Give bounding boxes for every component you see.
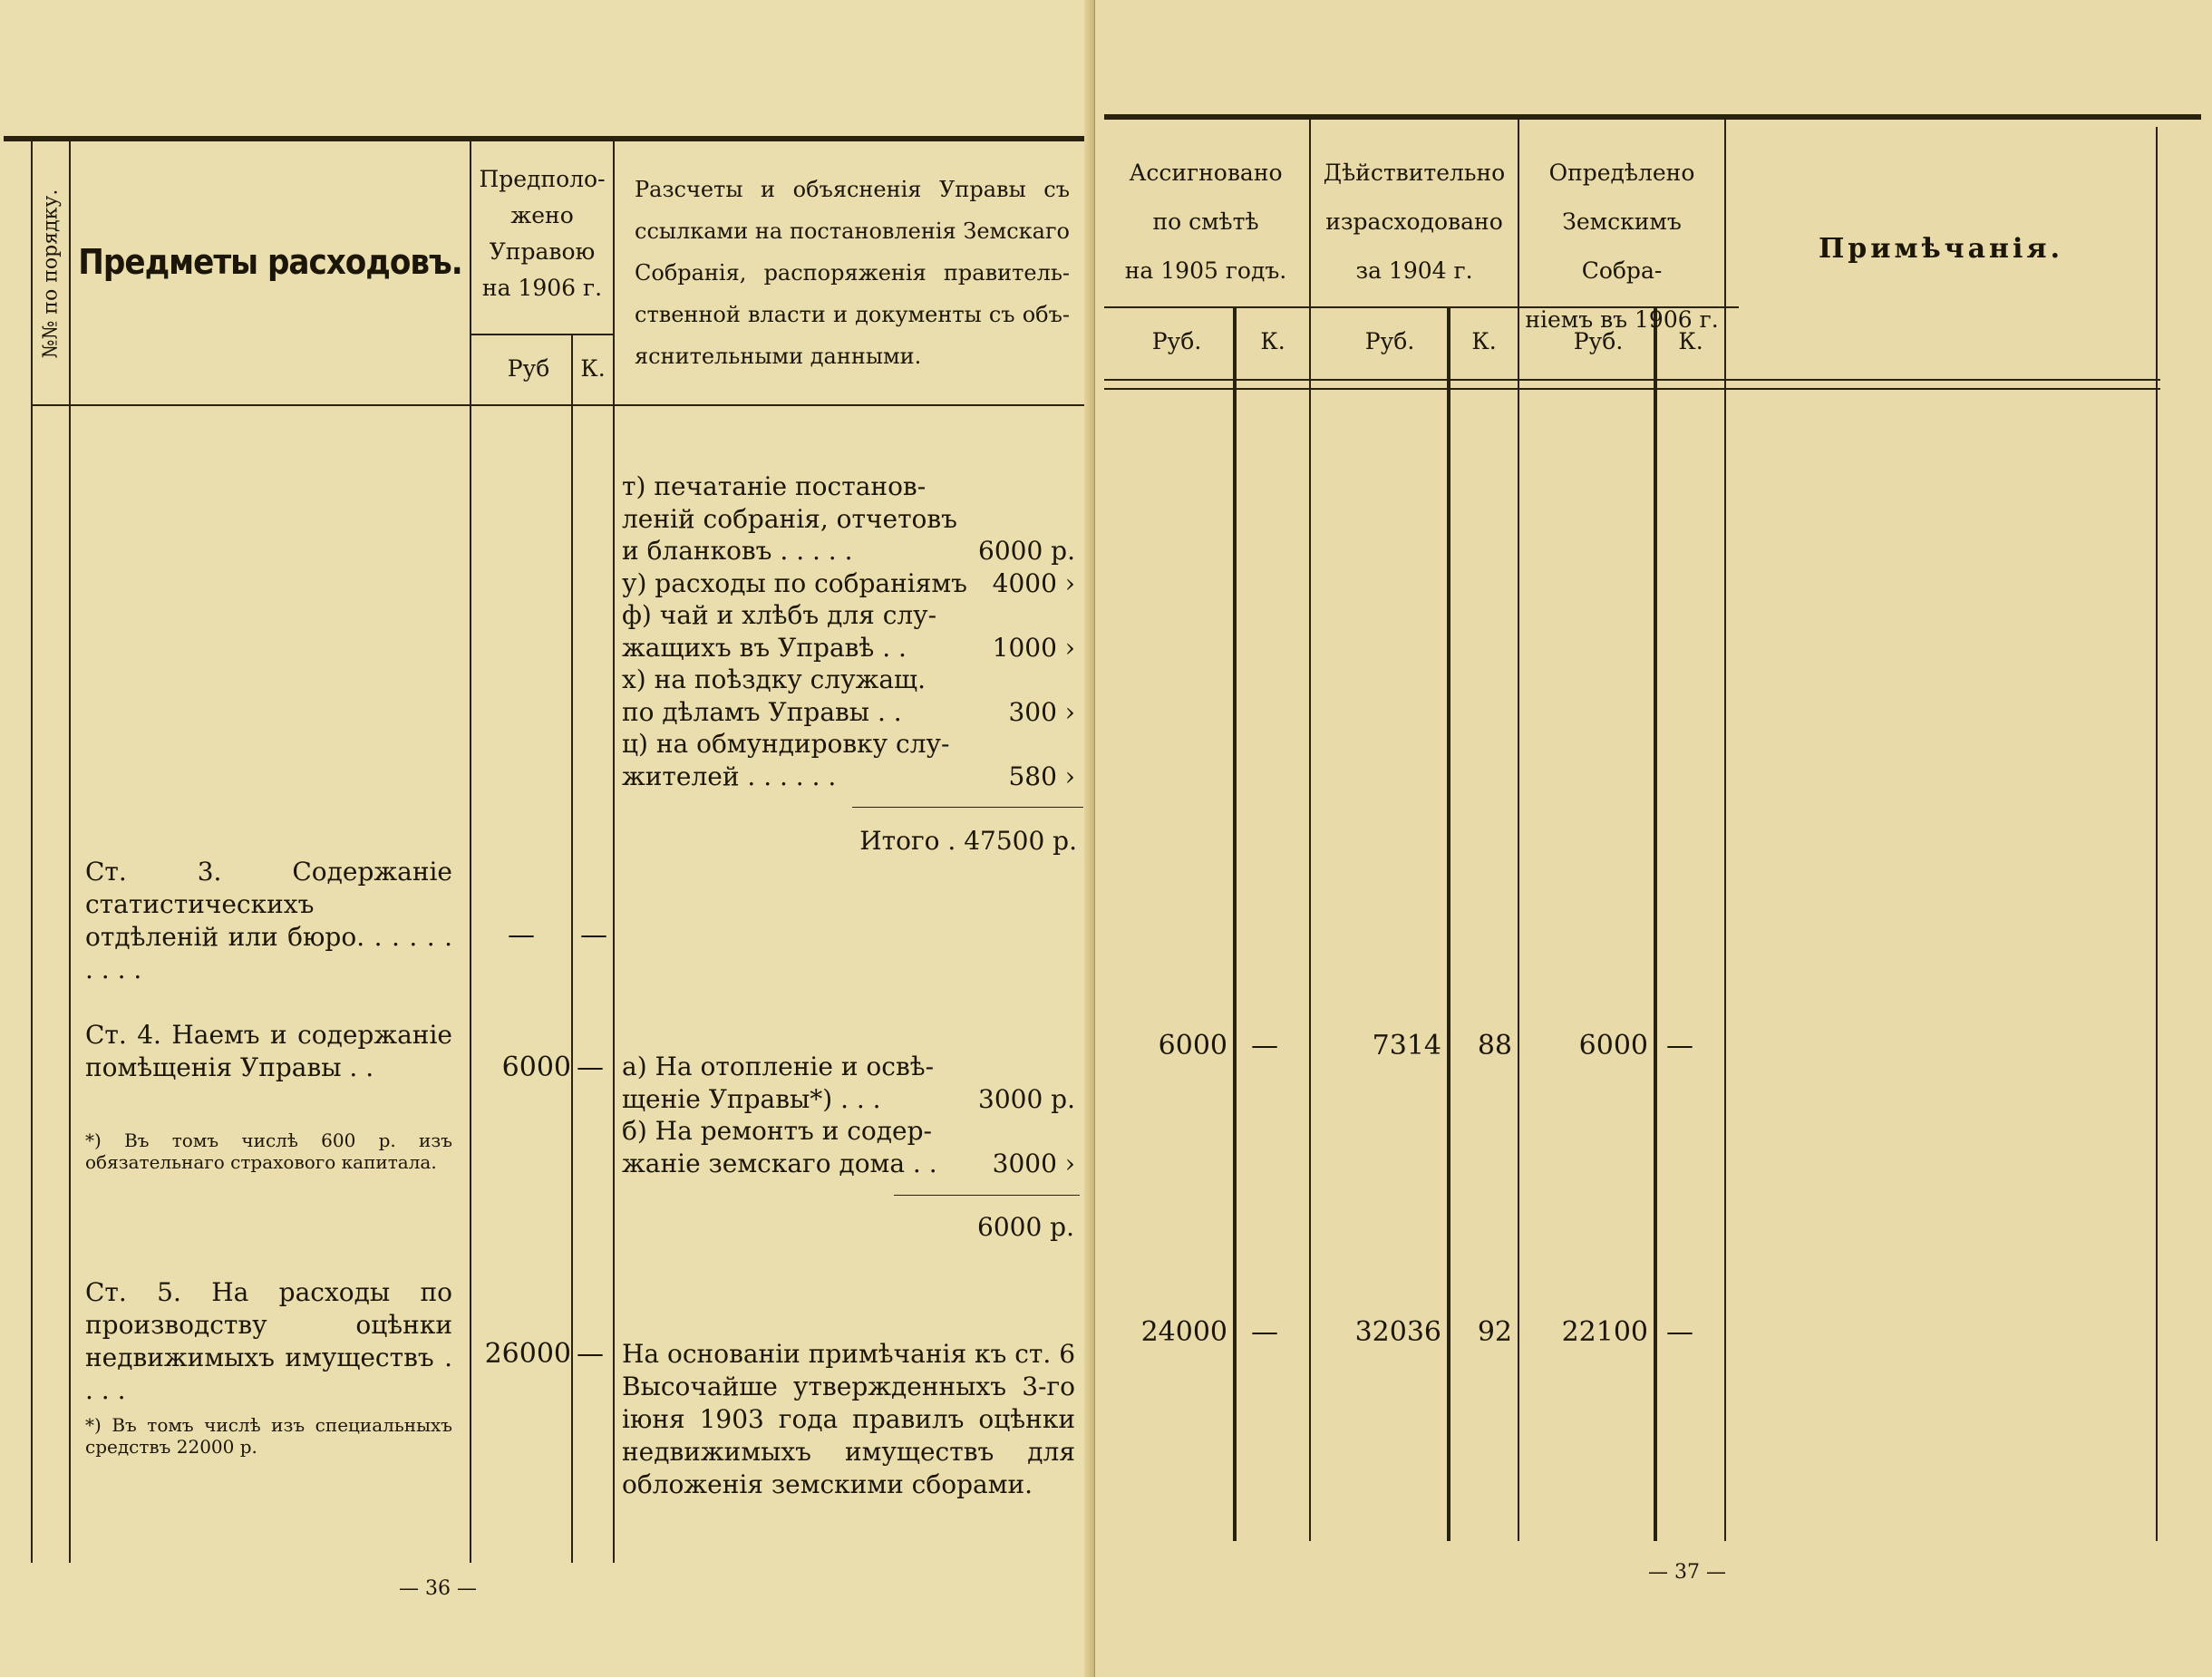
st4-calc-amount: 3000 р. xyxy=(978,1083,1075,1114)
calc-top-line xyxy=(622,568,1075,598)
col-line-r2 xyxy=(1518,118,1519,1541)
order-no-header: №№ по порядку. xyxy=(39,189,63,359)
st4-calc-line xyxy=(622,1116,1075,1146)
st5-explanation: На основаніи примѣчанія къ ст. 6 Высочайше утвержденныхъ 3-го іюня 1903 года правилъ оцѣнки недвижимыхъ имуществъ для обложенія земскими сборами. xyxy=(622,1339,1076,1499)
calc-top-line xyxy=(622,471,1075,501)
calc-top-text: леній собранія, отчетовъ xyxy=(622,503,957,534)
spent-rub-header: Руб. xyxy=(1364,328,1415,354)
itogo-line: Итого . 47500 р. xyxy=(859,826,1077,856)
col-line-2 xyxy=(69,141,71,1563)
st4-assigned-kop: — xyxy=(1251,1030,1278,1061)
calc-top-text: у) расходы по собраніямъ xyxy=(622,567,967,598)
col-line-5 xyxy=(613,141,615,1563)
st4-spent-kop: 88 xyxy=(1477,1030,1512,1061)
col-line-r3 xyxy=(1724,118,1726,1541)
st5-determined-kop: — xyxy=(1666,1316,1693,1348)
calc-top-amount: 4000 › xyxy=(992,567,1075,598)
calc-top-text: ф) чай и хлѣбъ для слу- xyxy=(622,600,937,630)
st4-determined-kop: — xyxy=(1666,1030,1693,1061)
left-page xyxy=(0,0,1095,1677)
st5-assigned-rub: 24000 xyxy=(1140,1316,1227,1348)
calc-top-text: т) печатаніе постанов- xyxy=(622,471,927,501)
calc-top-amount: 1000 › xyxy=(992,632,1075,663)
page-number-left: — 36 — xyxy=(399,1577,477,1600)
st5-spent-rub: 32036 xyxy=(1354,1316,1441,1348)
st4-total: 6000 р. xyxy=(977,1212,1074,1242)
calc-top-amount: 6000 р. xyxy=(978,536,1075,566)
calc-top-line xyxy=(622,504,1075,534)
st3-kop: — xyxy=(580,919,607,951)
determined-header: Опредѣлено Земскимъ Собра- ніемъ въ 1906 г. xyxy=(1525,160,1719,333)
st4-rub: 6000 xyxy=(501,1052,571,1083)
st4-note: *) Въ томъ числѣ 600 р. изъ обязательнаго страхового капитала. xyxy=(85,1129,452,1173)
top-rule xyxy=(4,136,1088,141)
spent-kop-header: К. xyxy=(1471,328,1497,354)
st4-calc-amount: 3000 › xyxy=(992,1148,1075,1178)
col-line-r1a xyxy=(1233,308,1237,1541)
st4-calc-line xyxy=(622,1084,1075,1114)
calc-top-line xyxy=(622,697,1075,727)
st4-calc-text: жаніе земскаго дома . . xyxy=(622,1148,937,1178)
calc-top-line xyxy=(622,600,1075,630)
top-rule-right xyxy=(1104,114,2201,120)
col-line-r3a xyxy=(1654,308,1657,1541)
col-line-4 xyxy=(571,335,573,1563)
st5-assigned-kop: — xyxy=(1251,1316,1278,1348)
header-bottom-rule-right-2 xyxy=(1104,388,2160,390)
proposed-rub-header: Руб xyxy=(507,355,550,382)
st4-title: Ст. 4. Наемъ и содержаніе помѣщенія Управы . . xyxy=(85,1020,452,1082)
spent-header: Дѣйствительно израсходовано за 1904 г. xyxy=(1323,160,1506,284)
page-number-right: — 37 — xyxy=(1648,1561,1726,1584)
col-line-r4 xyxy=(2156,127,2158,1541)
st4-kop: — xyxy=(577,1052,604,1083)
assigned-header: Ассигновано по смѣтѣ на 1905 годъ. xyxy=(1124,160,1287,284)
st5-note: *) Въ томъ числѣ изъ специальныхъ средствъ 22000 р. xyxy=(85,1414,452,1458)
calc-top-line xyxy=(622,633,1075,663)
st4-calc-text: б) На ремонтъ и содер- xyxy=(622,1116,932,1146)
st5-title: Ст. 5. На расходы по производству оцѣнки недвижимыхъ имуществъ . . . . xyxy=(85,1277,452,1405)
st4-spent-rub: 7314 xyxy=(1372,1030,1441,1061)
proposed-kop-header: К. xyxy=(580,355,606,382)
st5-determined-rub: 22100 xyxy=(1561,1316,1648,1348)
st4-calc-line xyxy=(622,1052,1075,1081)
st4-determined-rub: 6000 xyxy=(1578,1030,1648,1061)
header-bottom-rule xyxy=(31,404,1088,406)
assigned-rub-header: Руб. xyxy=(1151,328,1202,354)
st5-rub: 26000 xyxy=(484,1338,571,1370)
calc-top-line xyxy=(622,536,1075,566)
calc-top-text: ц) на обмундировку слу- xyxy=(622,729,950,759)
col-line-r2a xyxy=(1447,308,1450,1541)
st4-calc-text: щеніе Управы*) . . . xyxy=(622,1083,881,1114)
header-bottom-rule-right-1 xyxy=(1104,379,2160,381)
st5-spent-kop: 92 xyxy=(1477,1316,1512,1348)
itogo-rule xyxy=(852,807,1083,808)
assigned-kop-header: К. xyxy=(1260,328,1285,354)
col-line-r1 xyxy=(1309,118,1311,1541)
st4-assigned-rub: 6000 xyxy=(1158,1030,1227,1061)
col-line-1 xyxy=(31,141,33,1563)
st4-calc-text: а) На отопленіе и освѣ- xyxy=(622,1052,935,1081)
explanations-header: Разсчеты и объясненія Управы съ ссылками на постановленія Земскаго Собранія, распоряженія правитель-ственной власти и документы съ объ-яснительными данными. xyxy=(635,177,1070,369)
subjects-header: Предметы расходовъ. xyxy=(78,242,462,282)
calc-top-amount: 580 › xyxy=(1008,761,1075,791)
st4-total-rule xyxy=(894,1195,1080,1196)
calc-top-text: по дѣламъ Управы . . xyxy=(622,696,902,727)
notes-header: Примѣчанія. xyxy=(1818,233,2064,265)
st5-kop: — xyxy=(577,1338,604,1370)
determined-kop-header: К. xyxy=(1678,328,1703,354)
proposed-header: Предполо- жено Управою на 1906 г. xyxy=(479,166,606,301)
calc-top-text: жащихъ въ Управѣ . . xyxy=(622,632,907,663)
st4-calc-line xyxy=(622,1149,1075,1178)
right-page xyxy=(1095,0,2212,1677)
calc-top-text: жителей . . . . . . xyxy=(622,761,837,791)
determined-rub-header: Руб. xyxy=(1573,328,1624,354)
st3-title: Ст. 3. Содержаніе статистическихъ отдѣленій или бюро. . . . . . . . . . xyxy=(85,857,452,984)
calc-top-text: и бланковъ . . . . . xyxy=(622,536,853,566)
calc-top-amount: 300 › xyxy=(1008,696,1075,727)
calc-top-line xyxy=(622,761,1075,791)
calc-top-text: х) на поѣздку служащ. xyxy=(622,664,926,694)
calc-top-line xyxy=(622,729,1075,759)
calc-top-line xyxy=(622,664,1075,694)
st3-rub: — xyxy=(508,919,535,951)
rub-kop-rule xyxy=(471,334,613,335)
